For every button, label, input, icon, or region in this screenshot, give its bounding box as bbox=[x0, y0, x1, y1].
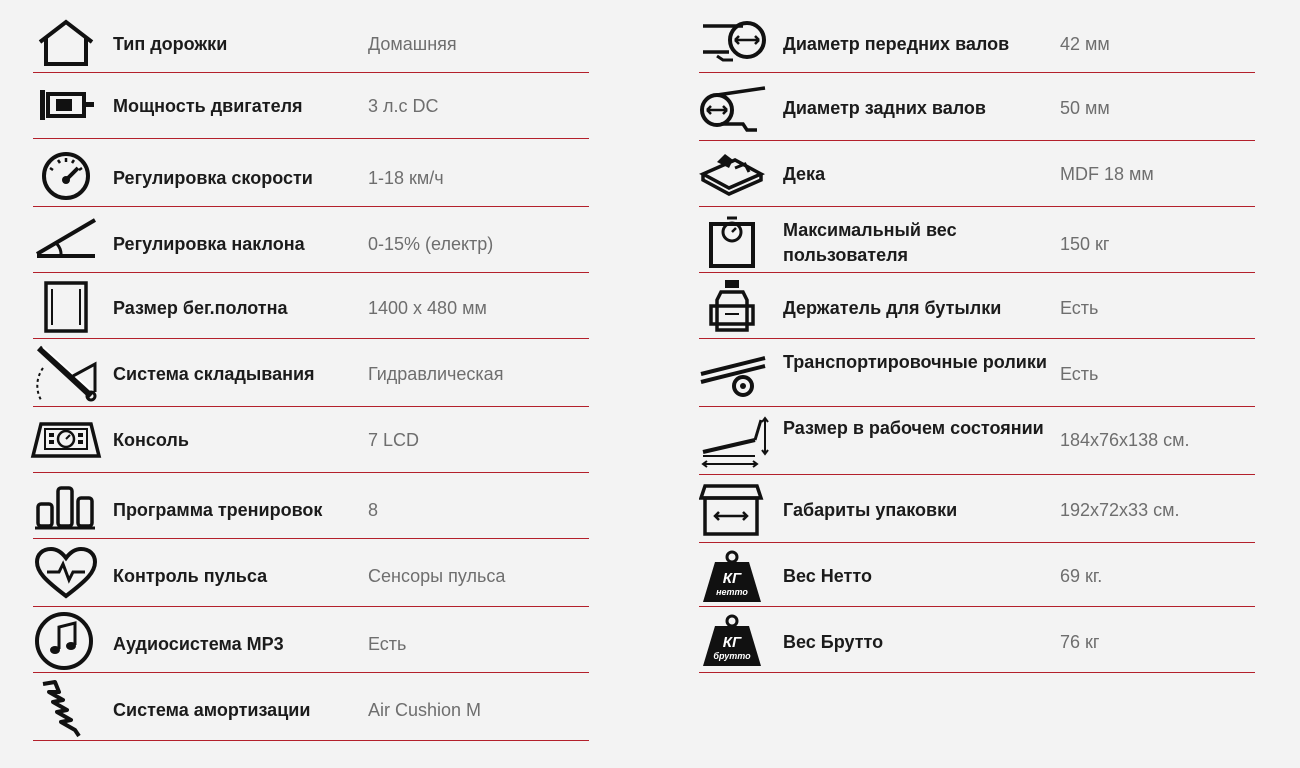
spec-row-package bbox=[699, 476, 1255, 543]
spec-label: Держатель для бутылки bbox=[783, 298, 1002, 318]
console-icon bbox=[33, 420, 99, 460]
belt-size-icon bbox=[33, 280, 99, 334]
spec-row-gross-weight bbox=[699, 608, 1255, 673]
music-note-icon bbox=[33, 611, 99, 671]
spec-label: Аудиосистема MP3 bbox=[113, 634, 284, 654]
wheels-icon bbox=[699, 352, 765, 398]
folding-icon bbox=[33, 342, 99, 404]
weight-badge-unit: КГ bbox=[722, 570, 742, 587]
spec-value: MDF 18 мм bbox=[1060, 164, 1154, 184]
spec-row-belt-size bbox=[33, 274, 589, 339]
spec-row-heart-rate bbox=[33, 540, 589, 607]
weight-net-icon bbox=[699, 550, 765, 604]
heart-pulse-icon bbox=[33, 546, 99, 600]
spec-label: Максимальный вес пользователя bbox=[783, 220, 957, 265]
weight-badge-type: нетто bbox=[716, 587, 748, 597]
spec-label: Мощность двигателя bbox=[113, 96, 303, 116]
spec-value: 3 л.с DC bbox=[368, 96, 439, 116]
spec-value: Есть bbox=[368, 634, 407, 654]
spec-value: 1-18 км/ч bbox=[368, 168, 444, 188]
spec-value: Есть bbox=[1060, 298, 1099, 318]
spec-value: 150 кг bbox=[1060, 234, 1110, 254]
rear-roller-icon bbox=[699, 86, 765, 134]
spec-label: Регулировка наклона bbox=[113, 234, 305, 254]
spec-row-net-weight bbox=[699, 544, 1255, 607]
spec-value: Сенсоры пульса bbox=[368, 566, 506, 586]
spec-row-folding bbox=[33, 340, 589, 407]
spec-row-working-size bbox=[699, 408, 1255, 475]
spec-label: Размер в рабочем состоянии bbox=[783, 418, 1044, 438]
spec-row-speed bbox=[33, 140, 589, 207]
weight-badge-type: брутто bbox=[713, 651, 751, 661]
spec-label: Диаметр передних валов bbox=[783, 34, 1010, 54]
spec-label: Вес Брутто bbox=[783, 632, 884, 652]
motor-icon bbox=[33, 84, 99, 126]
spec-row-wheels bbox=[699, 340, 1255, 407]
deck-icon bbox=[699, 148, 765, 198]
spec-label: Система амортизации bbox=[113, 700, 311, 720]
spring-icon bbox=[33, 678, 99, 738]
spec-label: Регулировка скорости bbox=[113, 168, 313, 188]
scale-icon bbox=[699, 214, 765, 270]
spec-row-max-weight bbox=[699, 208, 1255, 273]
spec-row-rear-roller bbox=[699, 74, 1255, 141]
spec-value: 7 LCD bbox=[368, 430, 420, 450]
spec-label: Программа тренировок bbox=[113, 500, 323, 520]
spec-value: Есть bbox=[1060, 364, 1099, 384]
spec-label: Контроль пульса bbox=[113, 566, 268, 586]
spec-label: Размер бег.полотна bbox=[113, 298, 288, 318]
speedometer-icon bbox=[33, 150, 99, 202]
spec-row-programs bbox=[33, 474, 589, 539]
spec-label: Система складывания bbox=[113, 364, 315, 384]
spec-value: 184х76х138 см. bbox=[1060, 430, 1190, 450]
spec-label: Диаметр задних валов bbox=[783, 98, 986, 118]
spec-value: 0-15% (електр) bbox=[368, 234, 494, 254]
spec-row-front-roller bbox=[699, 8, 1255, 73]
spec-row-audio bbox=[33, 608, 589, 673]
spec-label: Консоль bbox=[113, 430, 189, 450]
weight-badge-unit: КГ bbox=[722, 634, 742, 651]
spec-value: 192х72х33 см. bbox=[1060, 500, 1180, 520]
spec-row-incline bbox=[33, 208, 589, 273]
working-size-icon bbox=[699, 414, 765, 470]
bottle-icon bbox=[699, 278, 765, 334]
spec-value: Гидравлическая bbox=[368, 364, 504, 384]
spec-value: 69 кг. bbox=[1060, 566, 1103, 586]
spec-row-cushioning bbox=[33, 674, 589, 741]
package-icon bbox=[699, 482, 765, 538]
spec-value: 1400 х 480 мм bbox=[368, 298, 487, 318]
spec-value: 50 мм bbox=[1060, 98, 1110, 118]
spec-row-track-type bbox=[33, 8, 589, 73]
programs-icon bbox=[33, 484, 99, 530]
spec-value: Домашняя bbox=[368, 34, 457, 54]
spec-row-deck bbox=[699, 142, 1255, 207]
house-icon bbox=[33, 18, 99, 68]
front-roller-icon bbox=[699, 16, 765, 68]
spec-value: Air Cushion M bbox=[368, 700, 482, 720]
spec-row-bottle-holder bbox=[699, 274, 1255, 339]
spec-label: Тип дорожки bbox=[113, 34, 228, 54]
spec-label: Транспортировочные ролики bbox=[783, 352, 1047, 372]
spec-value: 76 кг bbox=[1060, 632, 1100, 652]
spec-value: 8 bbox=[368, 500, 379, 520]
spec-label: Габариты упаковки bbox=[783, 500, 958, 520]
weight-gross-icon bbox=[699, 614, 765, 668]
spec-value: 42 мм bbox=[1060, 34, 1110, 54]
spec-row-console bbox=[33, 408, 589, 473]
spec-label: Дека bbox=[783, 164, 826, 184]
spec-row-motor-power bbox=[33, 74, 589, 139]
spec-label: Вес Нетто bbox=[783, 566, 872, 586]
incline-icon bbox=[33, 214, 99, 260]
